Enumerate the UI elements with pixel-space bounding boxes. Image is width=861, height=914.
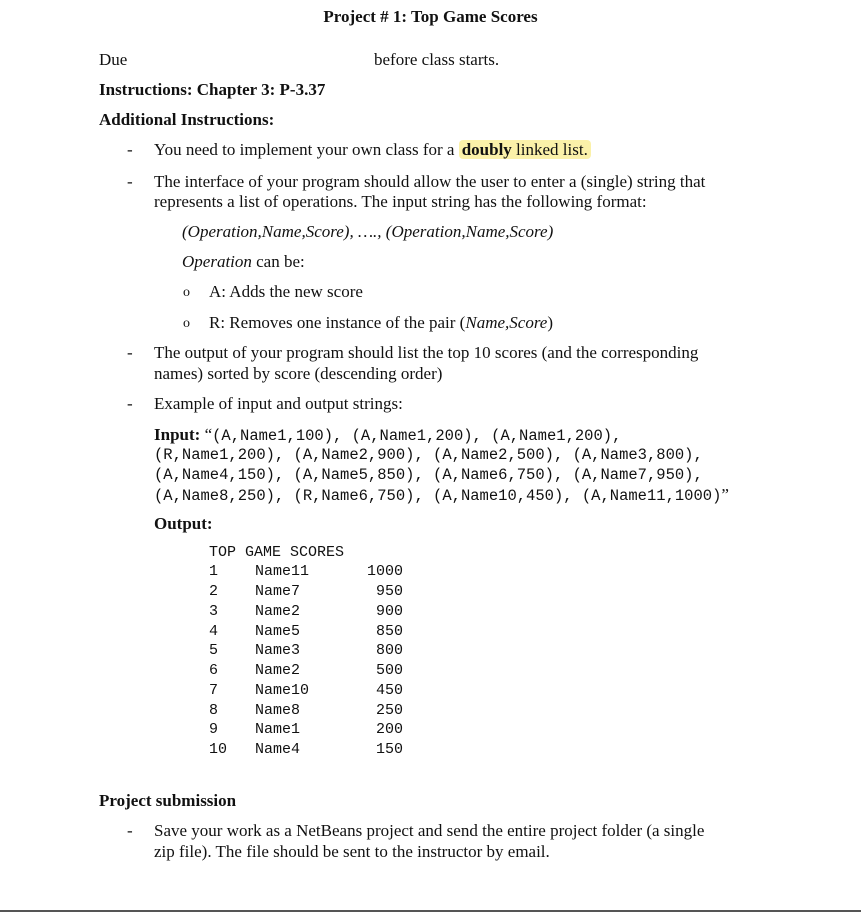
table-row xyxy=(209,582,429,602)
submission-heading: Project submission xyxy=(99,791,237,810)
rank-cell: 9 xyxy=(209,721,219,738)
input-label: Input: xyxy=(154,425,201,444)
rank-cell: 6 xyxy=(209,662,219,679)
name-cell: Name4 xyxy=(255,741,301,758)
op-a-text: A: Adds the new score xyxy=(209,282,363,301)
rank-cell: 10 xyxy=(209,741,228,758)
bullet3-line2: names) sorted by score (descending order) xyxy=(154,364,443,383)
input-line-4 xyxy=(154,485,729,506)
submission-line1: Save your work as a NetBeans project and send the entire project folder (a single xyxy=(154,821,705,840)
operation-can-be: can be: xyxy=(251,252,305,271)
table-row xyxy=(209,681,429,701)
submission-line2: zip file). The file should be sent to the instructor by email. xyxy=(154,842,550,861)
highlight-doubly-linked-list xyxy=(459,140,591,159)
score-cell: 500 xyxy=(375,662,403,679)
circle-bullet: o xyxy=(183,285,190,300)
rank-cell: 3 xyxy=(209,603,219,620)
table-row xyxy=(209,701,429,721)
instructions-line: Instructions: Chapter 3: P-3.37 xyxy=(99,80,326,99)
dash-bullet: - xyxy=(127,140,133,159)
name-cell: Name1 xyxy=(255,721,301,738)
score-cell: 850 xyxy=(375,623,403,640)
table-row xyxy=(209,740,429,760)
bullet-doubly-linked-list xyxy=(154,140,591,160)
table-row xyxy=(209,720,429,740)
bullet2-line2: represents a list of operations. The input string has the following format: xyxy=(154,192,647,211)
score-cell: 150 xyxy=(375,741,403,758)
bullet2-line1: The interface of your program should allow the user to enter a (single) string that xyxy=(154,172,706,191)
due-text: before class starts. xyxy=(374,50,500,69)
input-code-line: (A,Name8,250), (R,Name6,750), (A,Name10,450), (A,Name11,1000) xyxy=(154,487,722,505)
input-code-line: (R,Name1,200), (A,Name2,900), (A,Name2,500), (A,Name3,800), xyxy=(154,446,703,464)
score-cell: 950 xyxy=(375,583,403,600)
dash-bullet: - xyxy=(127,394,133,413)
additional-instructions-heading: Additional Instructions: xyxy=(99,110,275,129)
output-label: Output: xyxy=(154,514,213,533)
table-row xyxy=(209,641,429,661)
score-cell: 200 xyxy=(375,721,403,738)
dash-bullet: - xyxy=(127,172,133,191)
rank-cell: 5 xyxy=(209,642,219,659)
rank-cell: 7 xyxy=(209,682,219,699)
highlight-bold: doubly xyxy=(461,140,512,159)
rank-cell: 2 xyxy=(209,583,219,600)
name-cell: Name10 xyxy=(255,682,310,699)
operation-line xyxy=(182,252,305,272)
input-open-quote: “ xyxy=(200,425,213,444)
due-label: Due xyxy=(99,50,128,69)
name-cell: Name3 xyxy=(255,642,301,659)
rank-cell: 8 xyxy=(209,702,219,719)
bullet4-text: Example of input and output strings: xyxy=(154,394,403,413)
circle-bullet: o xyxy=(183,316,190,331)
name-cell: Name8 xyxy=(255,702,301,719)
table-row xyxy=(209,602,429,622)
score-cell: 1000 xyxy=(367,563,404,580)
input-code-line: (A,Name4,150), (A,Name5,850), (A,Name6,750), (A,Name7,950), xyxy=(154,466,703,484)
bottom-divider xyxy=(0,910,861,912)
score-cell: 450 xyxy=(375,682,403,699)
operation-word: Operation xyxy=(182,252,252,271)
name-cell: Name2 xyxy=(255,662,301,679)
table-row xyxy=(209,661,429,681)
rank-cell: 4 xyxy=(209,623,219,640)
score-cell: 250 xyxy=(375,702,403,719)
input-line-1 xyxy=(154,425,621,446)
format-line: (Operation,Name,Score), …., (Operation,Name,Score) xyxy=(182,222,554,241)
name-cell: Name7 xyxy=(255,583,301,600)
bullet3-line1: The output of your program should list the top 10 scores (and the corresponding xyxy=(154,343,699,362)
bullet1-prefix: You need to implement your own class for a xyxy=(154,140,455,159)
op-r-suffix: ) xyxy=(547,313,554,332)
name-cell: Name2 xyxy=(255,603,301,620)
op-r-pair: Name,Score xyxy=(465,313,548,332)
dash-bullet: - xyxy=(127,821,133,840)
name-cell: Name11 xyxy=(255,563,310,580)
op-r-prefix: R: Removes one instance of the pair ( xyxy=(209,313,466,332)
table-row xyxy=(209,562,429,582)
name-cell: Name5 xyxy=(255,623,301,640)
dash-bullet: - xyxy=(127,343,133,362)
page-title: Project # 1: Top Game Scores xyxy=(323,7,538,26)
score-cell: 800 xyxy=(375,642,403,659)
input-code-line: (A,Name1,100), (A,Name1,200), (A,Name1,200), xyxy=(212,427,622,445)
input-close-quote: ” xyxy=(721,485,729,504)
table-row xyxy=(209,622,429,642)
scores-header: TOP GAME SCORES xyxy=(209,544,345,561)
rank-cell: 1 xyxy=(209,563,219,580)
op-r-text xyxy=(209,313,553,333)
score-cell: 900 xyxy=(375,603,403,620)
highlight-rest: linked list. xyxy=(516,140,588,159)
